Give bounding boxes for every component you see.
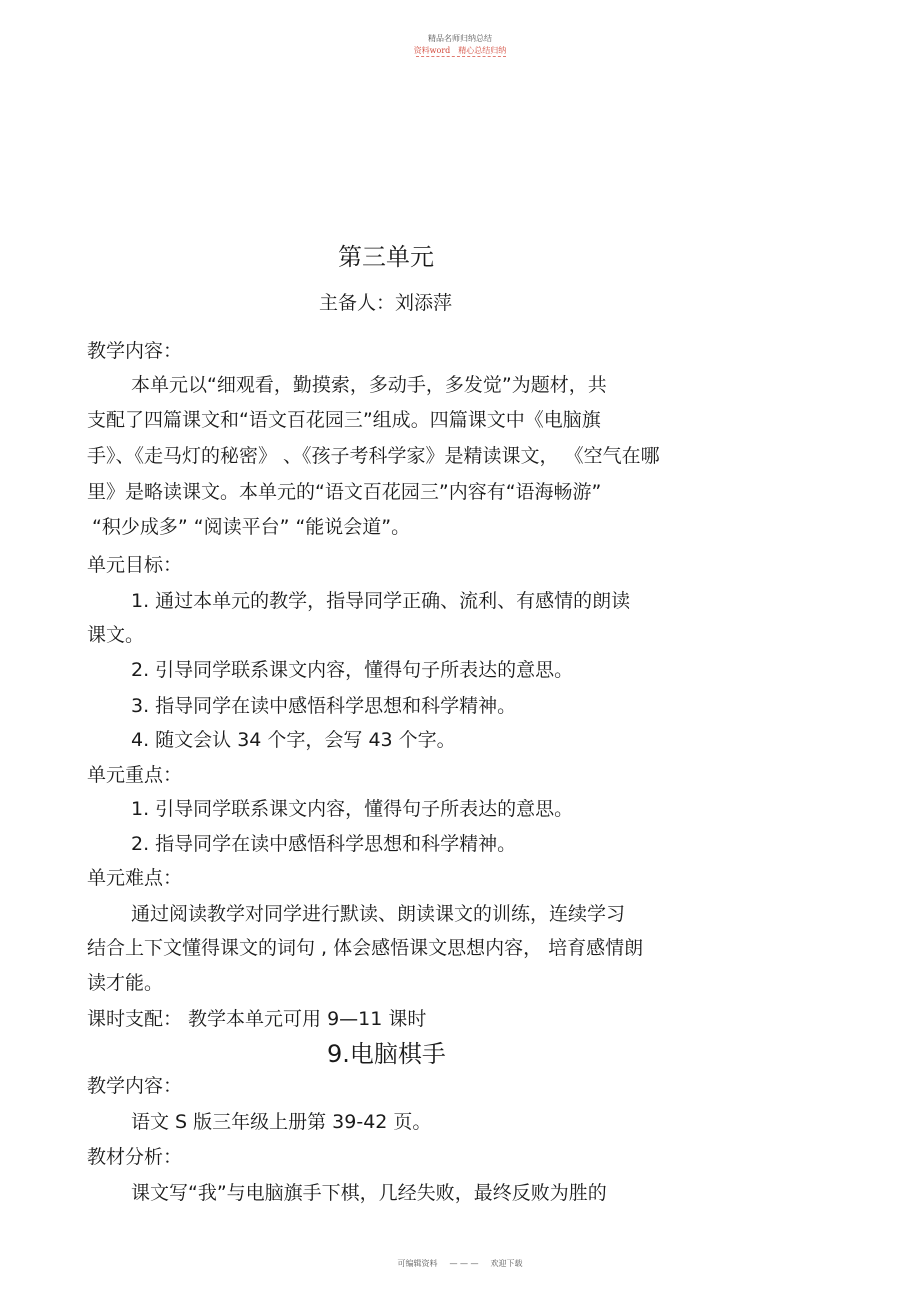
- unit-title: 第三单元: [338, 243, 434, 271]
- section-heading: 单元目标：: [87, 554, 183, 576]
- footer-dashes: — — —: [449, 1259, 479, 1268]
- header-top-text: 精品名师归纳总结: [428, 34, 492, 43]
- body-line: 支配了四篇课文和“语文百花园三”组成。四篇课文中《电脑旗: [87, 409, 601, 431]
- body-line: 课文写“我”与电脑旗手下棋，几经失败，最终反败为胜的: [131, 1182, 607, 1204]
- header-sub-left: 资料word: [413, 46, 451, 55]
- body-line: 结合上下文懂得课文的词句 , 体会感悟课文思想内容， 培育感情朗: [87, 937, 644, 959]
- body-line: “积少成多” “阅读平台” “能说会道”。: [92, 516, 411, 538]
- goal-item: 1. 通过本单元的教学，指导同学正确、流利、有感情的朗读: [131, 590, 631, 612]
- section-heading: 单元重点：: [87, 764, 183, 786]
- body-line: 语文 S 版三年级上册第 39-42 页。: [131, 1111, 432, 1133]
- section-heading: 单元难点：: [87, 867, 183, 889]
- header-divider: [416, 56, 506, 57]
- author-line: 主备人：刘添萍: [319, 292, 453, 314]
- lesson-title: 9.电脑棋手: [327, 1040, 446, 1068]
- section-heading: 教学内容：: [87, 1075, 183, 1097]
- header-sub-right: 精心总结归纳: [458, 46, 507, 55]
- header-sub-text: [0, 45, 920, 56]
- section-heading: 教学内容：: [87, 340, 183, 362]
- body-line: 通过阅读教学对同学进行默读、朗读课文的训练，连续学习: [131, 903, 626, 925]
- goal-item: 3. 指导同学在读中感悟科学思想和科学精神。: [131, 695, 517, 717]
- page-footer: [0, 1258, 920, 1269]
- focus-item: 2. 指导同学在读中感悟科学思想和科学精神。: [131, 833, 517, 855]
- body-line: 手》、《走马灯的秘密》 、《孩子考科学家》是精读课文， 《空气在哪: [87, 445, 660, 467]
- focus-item: 1. 引导同学联系课文内容，懂得句子所表达的意思。: [131, 798, 574, 820]
- body-line: 本单元以“细观看，勤摸索，多动手，多发觉”为题材，共: [131, 374, 607, 396]
- section-heading: 教材分析：: [87, 1146, 183, 1168]
- goal-item: 4. 随文会认 34 个字，会写 43 个字。: [131, 729, 456, 751]
- schedule-line: 课时支配： 教学本单元可用 9—11 课时: [87, 1008, 427, 1030]
- footer-right: 欢迎下载: [490, 1259, 523, 1268]
- body-line: 里》是略读课文。本单元的“语文百花园三”内容有“语海畅游”: [87, 481, 602, 503]
- footer-left: 可编辑资料: [397, 1259, 438, 1268]
- body-line: 读才能。: [87, 972, 164, 994]
- body-line: 课文。: [87, 624, 145, 646]
- goal-item: 2. 引导同学联系课文内容，懂得句子所表达的意思。: [131, 659, 574, 681]
